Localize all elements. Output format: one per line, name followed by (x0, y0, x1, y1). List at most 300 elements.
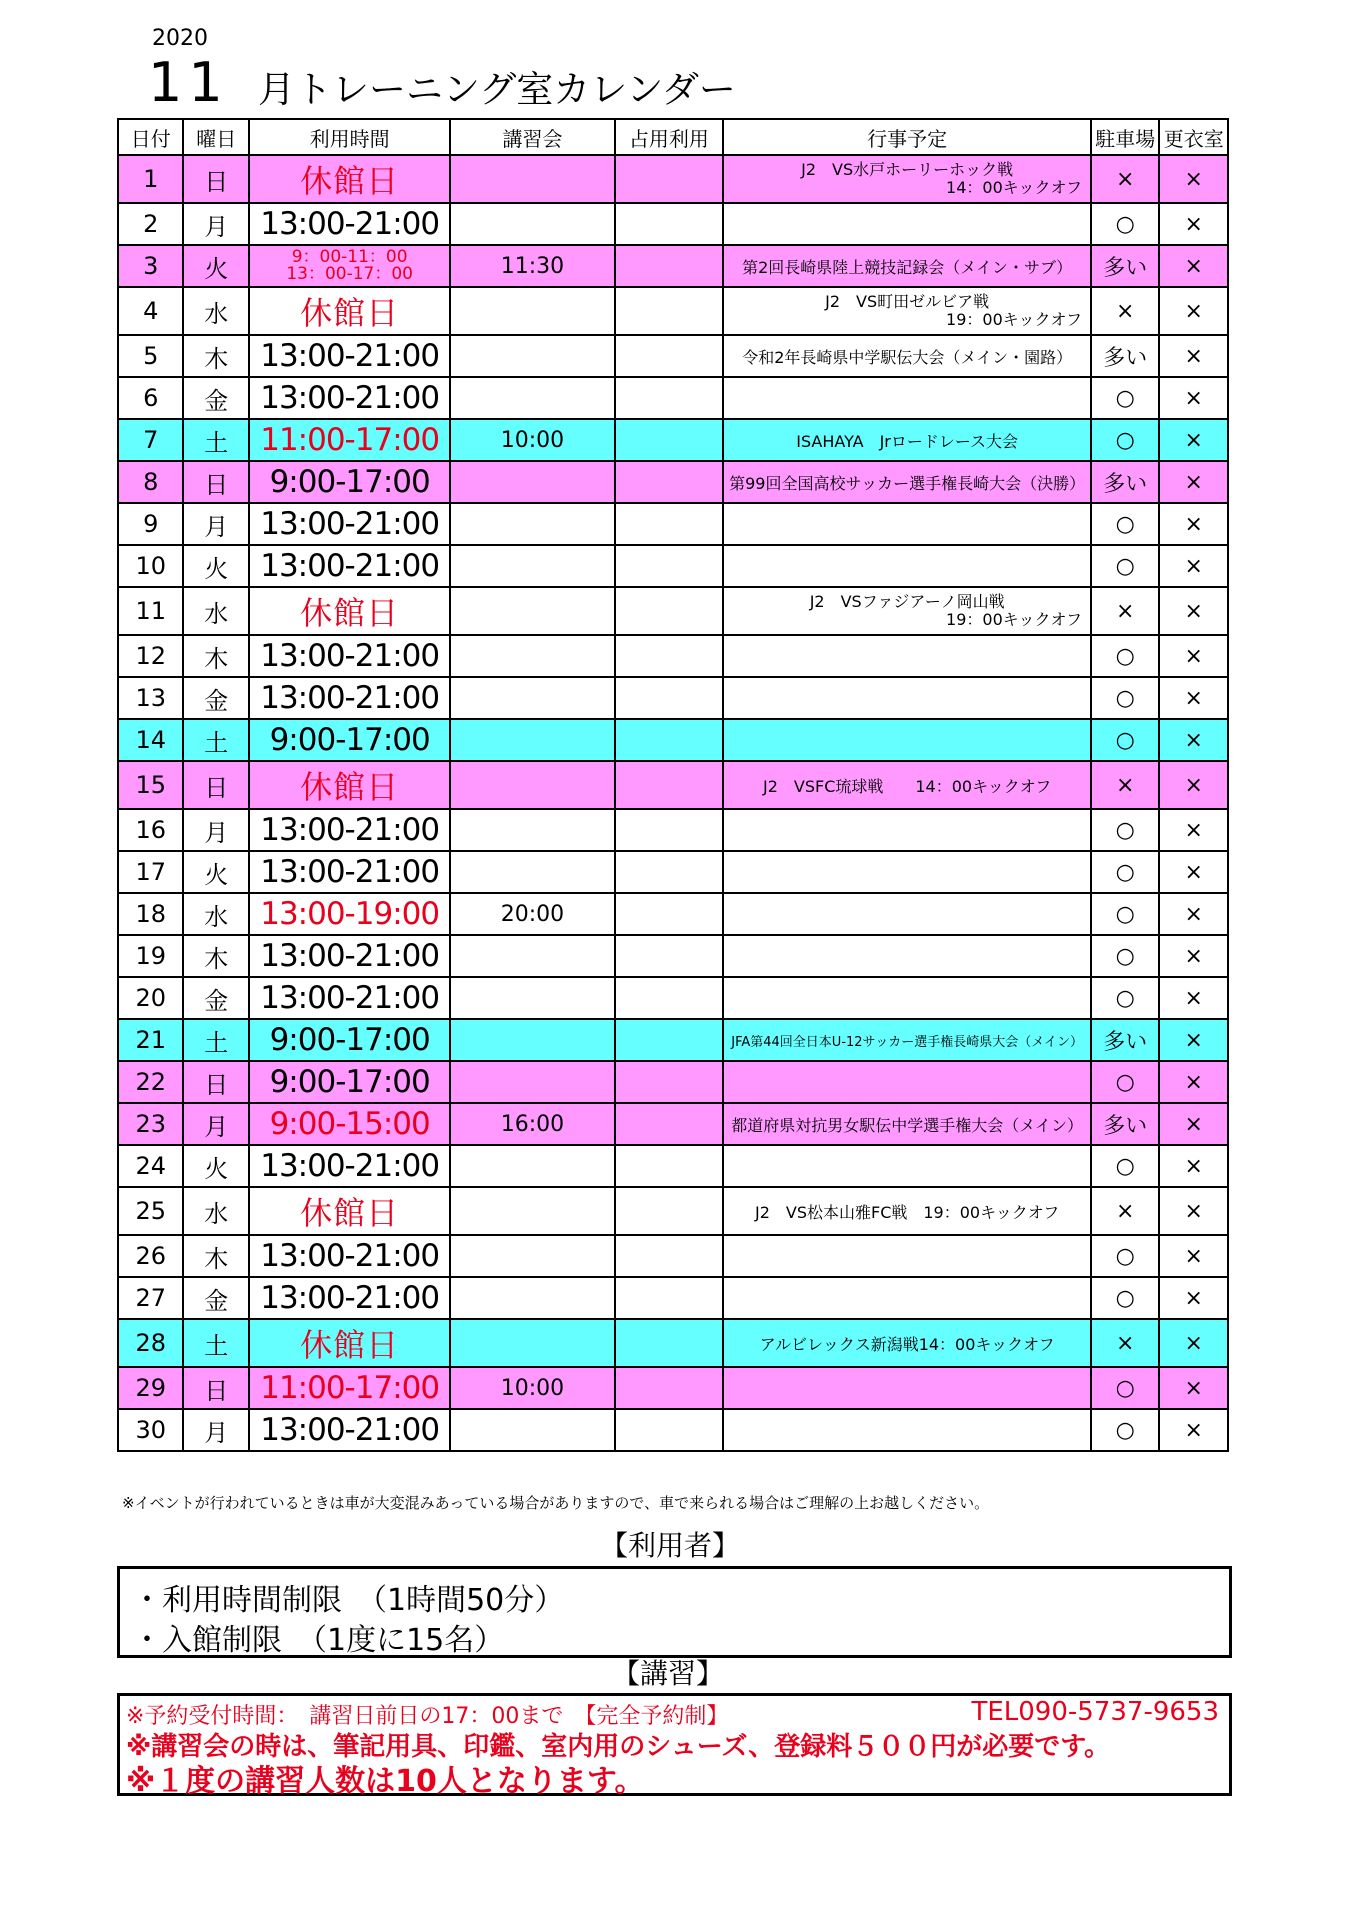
closed-day-cell: 休館日 (249, 761, 450, 809)
lecture-cell (450, 545, 614, 587)
weekday-cell: 土 (183, 1019, 248, 1061)
exclusive-use-cell (615, 809, 724, 851)
col-locker-header: 更衣室 (1159, 119, 1228, 155)
hours-cell: 13:00-21:00 (249, 377, 450, 419)
col-parking-header: 駐車場 (1091, 119, 1159, 155)
exclusive-use-cell (615, 1319, 724, 1367)
parking-cell: 多い (1091, 461, 1159, 503)
event-cell (723, 809, 1091, 851)
locker-cell: × (1159, 761, 1228, 809)
date-cell: 2 (118, 203, 183, 245)
lecture-requirements: ※講習会の時は、筆記用具、印鑑、室内用のシューズ、登録料５００円が必要です。 (126, 1732, 1111, 1762)
calendar-row (118, 587, 1228, 635)
event-text: 第2回長崎県陸上競技記録会（メイン・サブ） (742, 257, 1073, 277)
locker-cell: × (1159, 503, 1228, 545)
hours-cell: 11:00-17:00 (249, 419, 450, 461)
date-cell: 6 (118, 377, 183, 419)
event-text: 都道府県対抗男女駅伝中学選手権大会（メイン） (731, 1115, 1083, 1135)
col-hours-header: 利用時間 (249, 119, 450, 155)
parking-cell: ○ (1091, 935, 1159, 977)
lecture-capacity: ※１度の講習人数は10人となります。 (126, 1764, 645, 1799)
event-text: JFA第44回全日本U-12サッカー選手権長崎県大会（メイン） (731, 1034, 1084, 1050)
exclusive-use-cell (615, 203, 724, 245)
parking-cell: ○ (1091, 677, 1159, 719)
closed-day-cell: 休館日 (249, 1187, 450, 1235)
date-cell: 12 (118, 635, 183, 677)
hours-cell: 9:00-15:00 (249, 1103, 450, 1145)
parking-cell: × (1091, 761, 1159, 809)
calendar-row (118, 935, 1228, 977)
users-item: ・入館制限 （1度に15名） (132, 1623, 505, 1658)
parking-cell: 多い (1091, 1019, 1159, 1061)
event-text: 令和2年長崎県中学駅伝大会（メイン・園路） (742, 347, 1073, 367)
locker-cell: × (1159, 935, 1228, 977)
event-cell (723, 287, 1091, 335)
calendar-row (118, 461, 1228, 503)
calendar-body (118, 155, 1228, 1451)
parking-cell: ○ (1091, 893, 1159, 935)
date-cell: 10 (118, 545, 183, 587)
locker-cell: × (1159, 1277, 1228, 1319)
weekday-cell: 金 (183, 1277, 248, 1319)
hours-line: 9：00-11：00 (291, 247, 408, 267)
closed-day-cell: 休館日 (249, 1319, 450, 1367)
users-item: ・利用時間制限 （1時間50分） (132, 1583, 565, 1618)
weekday-cell: 水 (183, 287, 248, 335)
calendar-row (118, 419, 1228, 461)
users-heading: 【利用者】 (600, 1529, 741, 1562)
parking-cell: ○ (1091, 1277, 1159, 1319)
locker-cell: × (1159, 287, 1228, 335)
parking-cell: 多い (1091, 1103, 1159, 1145)
exclusive-use-cell (615, 1145, 724, 1187)
hours-cell: 13:00-19:00 (249, 893, 450, 935)
exclusive-use-cell (615, 1187, 724, 1235)
exclusive-use-cell (615, 893, 724, 935)
weekday-cell: 木 (183, 635, 248, 677)
exclusive-use-cell (615, 503, 724, 545)
hours-cell: 9:00-17:00 (249, 1019, 450, 1061)
parking-cell: ○ (1091, 503, 1159, 545)
weekday-cell: 火 (183, 1145, 248, 1187)
date-cell: 1 (118, 155, 183, 203)
lecture-cell (450, 1319, 614, 1367)
date-cell: 8 (118, 461, 183, 503)
locker-cell: × (1159, 377, 1228, 419)
weekday-cell: 木 (183, 935, 248, 977)
weekday-cell: 月 (183, 1103, 248, 1145)
exclusive-use-cell (615, 419, 724, 461)
lecture-cell (450, 1061, 614, 1103)
hours-cell: 13:00-21:00 (249, 503, 450, 545)
parking-cell: ○ (1091, 1235, 1159, 1277)
locker-cell: × (1159, 1187, 1228, 1235)
lecture-cell: 11:30 (450, 245, 614, 287)
event-cell (723, 851, 1091, 893)
weekday-cell: 火 (183, 245, 248, 287)
date-cell: 23 (118, 1103, 183, 1145)
event-cell (723, 335, 1091, 377)
exclusive-use-cell (615, 377, 724, 419)
parking-cell: ○ (1091, 635, 1159, 677)
weekday-cell: 月 (183, 1409, 248, 1451)
lecture-cell (450, 677, 614, 719)
parking-cell: × (1091, 587, 1159, 635)
date-cell: 18 (118, 893, 183, 935)
lecture-cell (450, 1277, 614, 1319)
calendar-row (118, 245, 1228, 287)
event-text: 第99回全国高校サッカー選手権長崎大会（決勝） (729, 473, 1086, 493)
event-cell (723, 377, 1091, 419)
lecture-cell (450, 1019, 614, 1061)
lecture-cell (450, 461, 614, 503)
parking-cell: 多い (1091, 335, 1159, 377)
locker-cell: × (1159, 1103, 1228, 1145)
traffic-note: ※イベントが行われているときは車が大変混みあっている場合がありますので、車で来られる場合はご理解の上お越しください。 (122, 1494, 990, 1512)
parking-cell: ○ (1091, 851, 1159, 893)
parking-cell: × (1091, 155, 1159, 203)
weekday-cell: 土 (183, 719, 248, 761)
weekday-cell: 水 (183, 587, 248, 635)
locker-cell: × (1159, 203, 1228, 245)
weekday-cell: 水 (183, 1187, 248, 1235)
lecture-cell (450, 587, 614, 635)
event-cell (723, 1103, 1091, 1145)
phone-number[interactable]: TEL090-5737-9653 (971, 1697, 1219, 1727)
event-text: ISAHAYA Jrロードレース大会 (796, 431, 1019, 451)
locker-cell: × (1159, 545, 1228, 587)
date-cell: 3 (118, 245, 183, 287)
year-label: 2020 (152, 26, 208, 51)
date-cell: 22 (118, 1061, 183, 1103)
parking-cell: ○ (1091, 1061, 1159, 1103)
weekday-cell: 木 (183, 1235, 248, 1277)
date-cell: 5 (118, 335, 183, 377)
calendar-row (118, 851, 1228, 893)
parking-cell: ○ (1091, 203, 1159, 245)
date-cell: 21 (118, 1019, 183, 1061)
parking-cell: ○ (1091, 377, 1159, 419)
exclusive-use-cell (615, 587, 724, 635)
exclusive-use-cell (615, 977, 724, 1019)
event-cell (723, 155, 1091, 203)
event-cell (723, 245, 1091, 287)
lecture-cell: 20:00 (450, 893, 614, 935)
event-text: 14：00キックオフ (946, 178, 1082, 197)
hours-cell: 11:00-17:00 (249, 1367, 450, 1409)
hours-cell: 13:00-21:00 (249, 851, 450, 893)
weekday-cell: 金 (183, 677, 248, 719)
exclusive-use-cell (615, 719, 724, 761)
locker-cell: × (1159, 461, 1228, 503)
lecture-cell: 10:00 (450, 419, 614, 461)
weekday-cell: 日 (183, 461, 248, 503)
date-cell: 20 (118, 977, 183, 1019)
date-cell: 19 (118, 935, 183, 977)
locker-cell: × (1159, 677, 1228, 719)
weekday-cell: 火 (183, 545, 248, 587)
locker-cell: × (1159, 1367, 1228, 1409)
hours-cell: 9:00-17:00 (249, 719, 450, 761)
parking-cell: ○ (1091, 1145, 1159, 1187)
parking-cell: 多い (1091, 245, 1159, 287)
exclusive-use-cell (615, 1409, 724, 1451)
event-cell (723, 1235, 1091, 1277)
exclusive-use-cell (615, 461, 724, 503)
date-cell: 14 (118, 719, 183, 761)
calendar-row (118, 1319, 1228, 1367)
lecture-cell (450, 503, 614, 545)
exclusive-use-cell (615, 677, 724, 719)
locker-cell: × (1159, 893, 1228, 935)
calendar-row (118, 1103, 1228, 1145)
locker-cell: × (1159, 245, 1228, 287)
event-cell (723, 1277, 1091, 1319)
event-cell (723, 1061, 1091, 1103)
locker-cell: × (1159, 1319, 1228, 1367)
calendar-row (118, 503, 1228, 545)
lecture-cell (450, 203, 614, 245)
event-text: J2 VS水戸ホーリーホック戦 (801, 160, 1014, 179)
closed-day-cell: 休館日 (249, 587, 450, 635)
lecture-cell (450, 1409, 614, 1451)
lecture-box (117, 1693, 1232, 1799)
parking-cell: ○ (1091, 809, 1159, 851)
exclusive-use-cell (615, 287, 724, 335)
calendar-row (118, 1367, 1228, 1409)
users-box (117, 1566, 1232, 1658)
month-number: 11 (148, 51, 229, 114)
lecture-cell (450, 635, 614, 677)
locker-cell: × (1159, 809, 1228, 851)
calendar-row (118, 1061, 1228, 1103)
locker-cell: × (1159, 587, 1228, 635)
parking-cell: ○ (1091, 719, 1159, 761)
weekday-cell: 月 (183, 203, 248, 245)
hours-cell: 13:00-21:00 (249, 1145, 450, 1187)
exclusive-use-cell (615, 761, 724, 809)
date-cell: 25 (118, 1187, 183, 1235)
date-cell: 29 (118, 1367, 183, 1409)
event-cell (723, 635, 1091, 677)
exclusive-use-cell (615, 1235, 724, 1277)
hours-cell: 13:00-21:00 (249, 677, 450, 719)
calendar-row (118, 1145, 1228, 1187)
hours-cell: 13:00-21:00 (249, 203, 450, 245)
parking-cell: ○ (1091, 545, 1159, 587)
date-cell: 17 (118, 851, 183, 893)
weekday-cell: 月 (183, 809, 248, 851)
parking-cell: × (1091, 287, 1159, 335)
event-cell (723, 587, 1091, 635)
calendar-row (118, 155, 1228, 203)
locker-cell: × (1159, 635, 1228, 677)
date-cell: 26 (118, 1235, 183, 1277)
date-cell: 4 (118, 287, 183, 335)
locker-cell: × (1159, 1145, 1228, 1187)
hours-cell: 13:00-21:00 (249, 1235, 450, 1277)
locker-cell: × (1159, 719, 1228, 761)
event-cell (723, 545, 1091, 587)
hours-cell: 13:00-21:00 (249, 809, 450, 851)
col-date-header: 日付 (118, 119, 183, 155)
calendar-table (117, 118, 1229, 1452)
calendar-row (118, 377, 1228, 419)
calendar-row (118, 719, 1228, 761)
hours-cell: 13:00-21:00 (249, 635, 450, 677)
date-cell: 16 (118, 809, 183, 851)
event-cell (723, 1187, 1091, 1235)
exclusive-use-cell (615, 1061, 724, 1103)
event-cell (723, 761, 1091, 809)
closed-day-cell: 休館日 (249, 287, 450, 335)
date-cell: 30 (118, 1409, 183, 1451)
event-cell (723, 1019, 1091, 1061)
event-cell (723, 1145, 1091, 1187)
hours-cell: 13:00-21:00 (249, 935, 450, 977)
date-cell: 13 (118, 677, 183, 719)
weekday-cell: 日 (183, 155, 248, 203)
event-text: J2 VSFC琉球戦 14：00キックオフ (763, 776, 1052, 796)
event-cell (723, 203, 1091, 245)
exclusive-use-cell (615, 851, 724, 893)
date-cell: 24 (118, 1145, 183, 1187)
event-text: J2 VS松本山雅FC戦 19：00キックオフ (755, 1202, 1060, 1222)
hours-cell: 9:00-17:00 (249, 461, 450, 503)
event-cell (723, 719, 1091, 761)
calendar-row (118, 635, 1228, 677)
event-cell (723, 935, 1091, 977)
exclusive-use-cell (615, 635, 724, 677)
lecture-cell (450, 851, 614, 893)
event-cell (723, 977, 1091, 1019)
calendar-row (118, 677, 1228, 719)
calendar-row (118, 977, 1228, 1019)
calendar-row (118, 1277, 1228, 1319)
weekday-cell: 金 (183, 977, 248, 1019)
calendar-row (118, 1019, 1228, 1061)
lecture-heading: 【講習】 (612, 1657, 725, 1690)
event-cell (723, 677, 1091, 719)
lecture-cell (450, 335, 614, 377)
weekday-cell: 日 (183, 1061, 248, 1103)
hours-cell: 13:00-21:00 (249, 1409, 450, 1451)
col-weekday-header: 曜日 (183, 119, 248, 155)
parking-cell: ○ (1091, 419, 1159, 461)
locker-cell: × (1159, 335, 1228, 377)
lecture-cell (450, 935, 614, 977)
parking-cell: ○ (1091, 977, 1159, 1019)
weekday-cell: 月 (183, 503, 248, 545)
parking-cell: × (1091, 1319, 1159, 1367)
weekday-cell: 土 (183, 1319, 248, 1367)
locker-cell: × (1159, 977, 1228, 1019)
locker-cell: × (1159, 1061, 1228, 1103)
exclusive-use-cell (615, 1367, 724, 1409)
weekday-cell: 木 (183, 335, 248, 377)
lecture-cell (450, 977, 614, 1019)
event-text: 19：00キックオフ (946, 310, 1082, 329)
event-cell (723, 419, 1091, 461)
date-cell: 28 (118, 1319, 183, 1367)
calendar-row (118, 545, 1228, 587)
date-cell: 7 (118, 419, 183, 461)
lecture-cell (450, 809, 614, 851)
hours-cell: 13:00-21:00 (249, 545, 450, 587)
locker-cell: × (1159, 1409, 1228, 1451)
exclusive-use-cell (615, 155, 724, 203)
hours-cell (249, 245, 450, 287)
lecture-cell (450, 377, 614, 419)
date-cell: 15 (118, 761, 183, 809)
exclusive-use-cell (615, 245, 724, 287)
closed-day-cell: 休館日 (249, 155, 450, 203)
date-cell: 9 (118, 503, 183, 545)
page-title: 月トレーニング室カレンダー (258, 68, 736, 111)
date-cell: 11 (118, 587, 183, 635)
exclusive-use-cell (615, 1019, 724, 1061)
exclusive-use-cell (615, 935, 724, 977)
event-cell (723, 893, 1091, 935)
event-cell (723, 461, 1091, 503)
calendar-row (118, 287, 1228, 335)
weekday-cell: 日 (183, 761, 248, 809)
hours-line: 13：00-17：00 (286, 264, 413, 284)
locker-cell: × (1159, 1235, 1228, 1277)
event-cell (723, 1409, 1091, 1451)
calendar-row (118, 1235, 1228, 1277)
exclusive-use-cell (615, 1103, 724, 1145)
lecture-cell (450, 1187, 614, 1235)
parking-cell: × (1091, 1187, 1159, 1235)
calendar-row (118, 893, 1228, 935)
calendar-row (118, 809, 1228, 851)
weekday-cell: 水 (183, 893, 248, 935)
col-lecture-header: 講習会 (450, 119, 614, 155)
event-cell (723, 1319, 1091, 1367)
weekday-cell: 日 (183, 1367, 248, 1409)
locker-cell: × (1159, 851, 1228, 893)
date-cell: 27 (118, 1277, 183, 1319)
calendar-row (118, 1409, 1228, 1451)
hours-cell: 13:00-21:00 (249, 977, 450, 1019)
event-cell (723, 503, 1091, 545)
col-exclusive-header: 占用利用 (615, 119, 724, 155)
lecture-cell (450, 1235, 614, 1277)
exclusive-use-cell (615, 1277, 724, 1319)
weekday-cell: 土 (183, 419, 248, 461)
event-text: アルビレックス新潟戦14：00キックオフ (759, 1334, 1055, 1354)
event-text: 19：00キックオフ (946, 610, 1082, 629)
lecture-cell (450, 287, 614, 335)
hours-cell: 13:00-21:00 (249, 1277, 450, 1319)
exclusive-use-cell (615, 545, 724, 587)
parking-cell: ○ (1091, 1409, 1159, 1451)
lecture-cell (450, 761, 614, 809)
weekday-cell: 火 (183, 851, 248, 893)
table-header-row (118, 119, 1228, 155)
locker-cell: × (1159, 1019, 1228, 1061)
hours-cell: 13:00-21:00 (249, 335, 450, 377)
calendar-row (118, 203, 1228, 245)
event-cell (723, 1367, 1091, 1409)
locker-cell: × (1159, 419, 1228, 461)
event-text: J2 VS町田ゼルビア戦 (825, 292, 990, 311)
parking-cell: ○ (1091, 1367, 1159, 1409)
calendar-row (118, 335, 1228, 377)
reservation-hours: ※予約受付時間： 講習日前日の17：00まで 【完全予約制】 (126, 1704, 729, 1729)
event-text: J2 VSファジアーノ岡山戦 (809, 592, 1005, 611)
